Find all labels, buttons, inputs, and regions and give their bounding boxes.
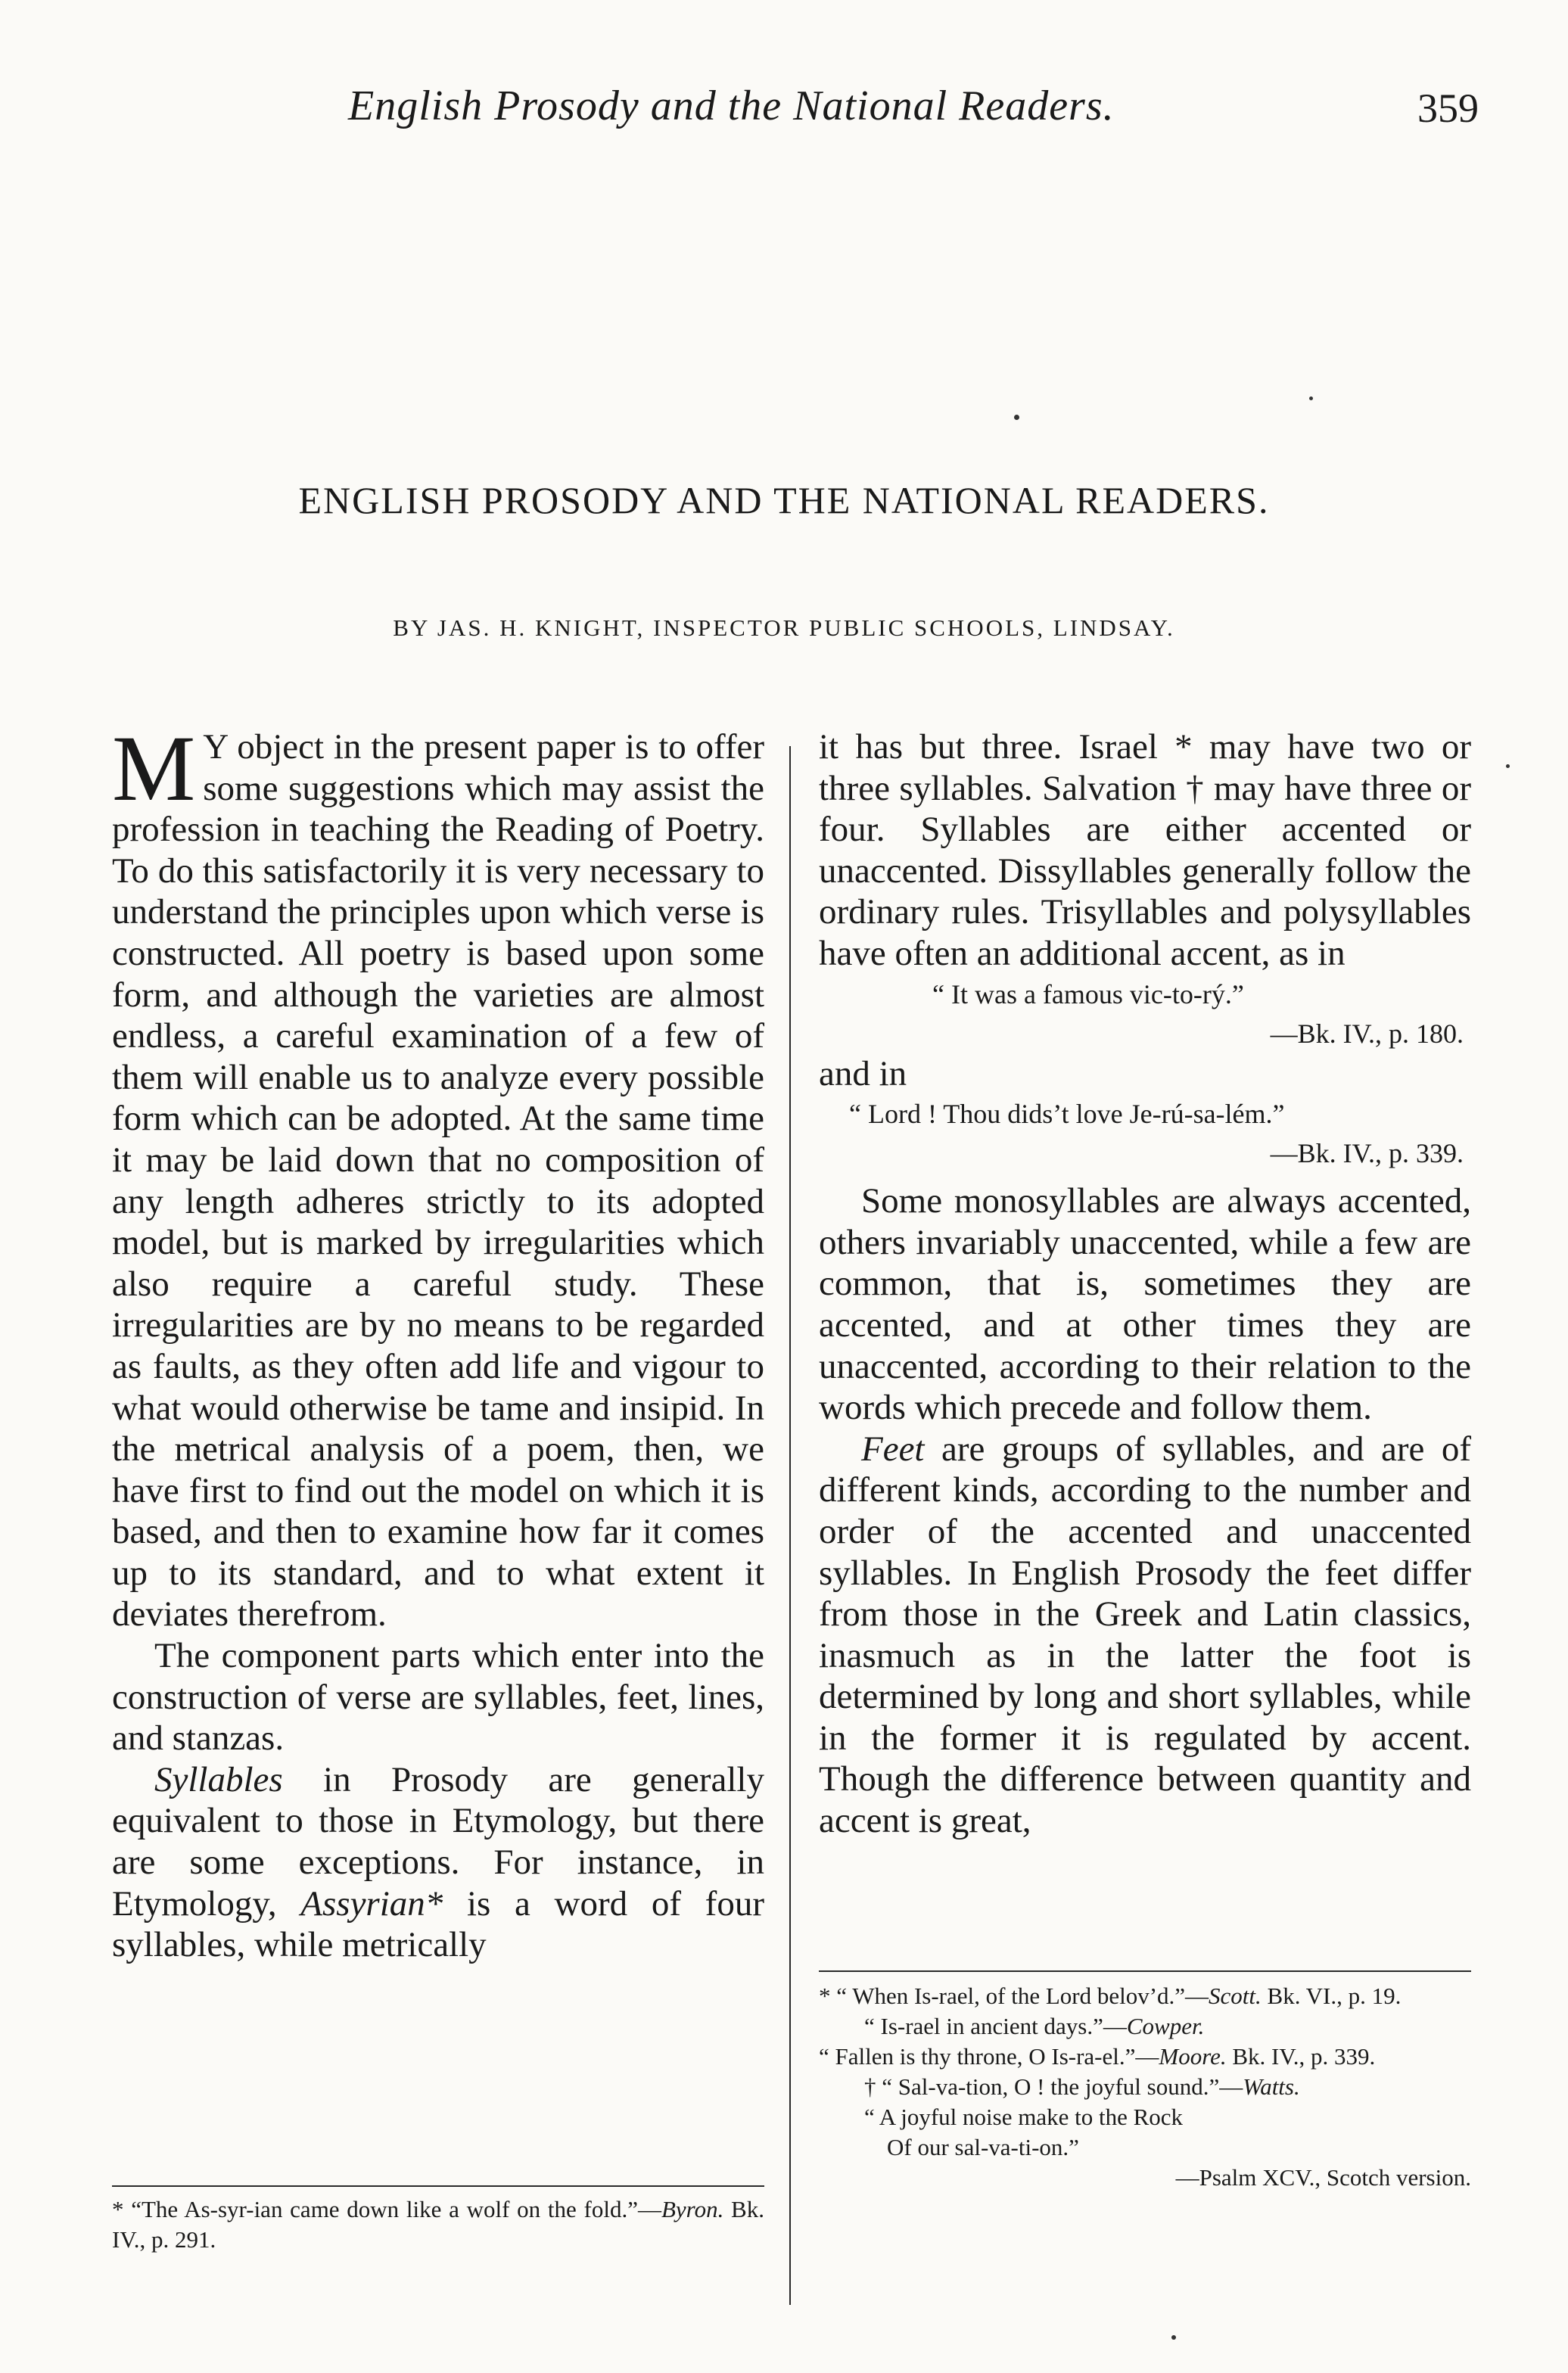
article-byline: BY JAS. H. KNIGHT, INSPECTOR PUBLIC SCHOOLS, LINDSAY. [393, 614, 1175, 641]
scan-speck [1014, 415, 1019, 420]
paragraph-continuation: it has but three. Israel * may have two or three syllables. Salvation † may have three or four. Syllables are either accented or unaccented. Dissyllables generally follow the ordinary rules. Trisyllables and polysyllables have often an additional accent, as in [819, 727, 1471, 973]
footnote-cowper [819, 2011, 1471, 2042]
footnote-text: “ Is-rael in ancient days.”— [864, 2013, 1127, 2039]
footnote-author: Cowper. [1126, 2013, 1205, 2039]
and-in-text: and in [819, 1053, 907, 1093]
term-assyrian: Assyrian* [300, 1883, 443, 1924]
footnote-psalm-line-2: Of our sal-va-ti-on.” [887, 2134, 1079, 2160]
footnote-text: † “ Sal-va-tion, O ! the joyful sound.”— [864, 2073, 1243, 2100]
footnote-text: * “The As-syr-ian came down like a wolf on the fold.”— [112, 2196, 661, 2222]
paragraph-syllables-text-a: in Prosody are generally equivalent to those in Etymology, but there are some exceptions. For instance, in Etymology, [112, 1759, 764, 1924]
paragraph-feet [819, 1429, 1471, 1842]
footnote-psalm-reference: —Psalm XCV., Scotch version. [1175, 2164, 1471, 2191]
left-column [112, 717, 764, 1966]
paragraph-monosyllables: Some monosyllables are always accented, others invariably unaccented, while a few are common, that is, sometimes they are accented, and at other times they are unaccented, according to their relation to the words which precede and follow them. [819, 1181, 1471, 1428]
scan-speck [1506, 764, 1510, 768]
footnote-author: Scott. [1209, 1983, 1262, 2009]
term-feet: Feet [861, 1429, 925, 1469]
scan-speck [1171, 2335, 1176, 2340]
footnote-moore [819, 2042, 1471, 2072]
verse-reference: —Bk. IV., p. 180. [1270, 1018, 1464, 1049]
paragraph-syllables-text-b: is a word of four syllables, while metrically [112, 1883, 764, 1965]
footnote-author: Byron. [661, 2196, 724, 2222]
running-title: English Prosody and the National Readers. [348, 82, 1115, 129]
verse-line: “ It was a famous vic-to-rý.” [932, 978, 1244, 1009]
scan-speck [1309, 397, 1313, 400]
paragraph-intro-text: Y object in the present paper is to offer some suggestions which may assist the profession in teaching the Reading of Poetry. To do this satisfactorily it is very necessary to understand the principles upon which verse is constructed. All poetry is based upon some form, and although the varieties are almost endless, a careful examination of a few of them will enable us to analyze every possible form which can be adopted. At the same time it may be laid down that no composition of any length adheres strictly to its adopted model, but is marked by irregularities which also require a careful study. These irregularities are by no means to be regarded as faults, as they often add life and vigour to what would otherwise be tame and insipid. In the metrical analysis of a poem, then, we have first to find out the model on which it is based, and then to examine how far it comes up to its standard, and to what extent it deviates therefrom. [112, 727, 764, 1634]
footnote-reference: Bk. VI., p. 19. [1261, 1983, 1402, 2009]
verse-quote-1 [819, 975, 1471, 1053]
verse-reference: —Bk. IV., p. 339. [1270, 1138, 1464, 1169]
footnote-rule-left [112, 2185, 764, 2187]
footnote-text: “ Fallen is thy throne, O Is-ra-el.”— [819, 2043, 1159, 2070]
footnote-left [112, 2194, 764, 2255]
footnote-rule-right [819, 1970, 1471, 1972]
right-column [819, 726, 1471, 1842]
footnote-reference: Bk. IV., p. 339. [1226, 2043, 1376, 2070]
paragraph-syllables [112, 1759, 764, 1966]
footnote-scott [819, 1981, 1471, 2011]
footnote-reference: Bk. IV., p. 291. [112, 2196, 764, 2253]
verse-line: “ Lord ! Thou dids’t love Je-rú-sa-lém.” [849, 1099, 1285, 1130]
term-syllables: Syllables [154, 1759, 283, 1799]
footnote-author: Moore. [1159, 2043, 1227, 2070]
verse-quote-2 [819, 1094, 1471, 1173]
footnote-author: Watts. [1243, 2073, 1300, 2100]
footnote-right [819, 1981, 1471, 2193]
paragraph-components: The component parts which enter into the construction of verse are syllables, feet, lines, and stanzas. [112, 1636, 764, 1759]
column-divider [789, 746, 791, 2305]
footnote-text: * “ When Is-rael, of the Lord belov’d.”— [819, 1983, 1209, 2009]
paragraph-feet-text: are groups of syllables, and are of different kinds, according to the number and order of the accented and unaccented syllables. In English Prosody the feet differ from those in the Greek and Latin classics, inasmuch as in the latter the foot is determined by long and short syllables, while in the former it is regulated by accent. Though the difference between quantity and accent is great, [819, 1429, 1471, 1841]
page-number: 359 [1417, 86, 1479, 131]
article-title: ENGLISH PROSODY AND THE NATIONAL READERS. [298, 479, 1270, 521]
footnote-byron [112, 2194, 764, 2255]
footnote-watts [819, 2072, 1471, 2102]
running-head [348, 82, 1498, 130]
footnote-psalm-line-1: “ A joyful noise make to the Rock [864, 2104, 1184, 2130]
drop-cap: M [112, 717, 196, 820]
paragraph-intro [112, 717, 764, 1635]
